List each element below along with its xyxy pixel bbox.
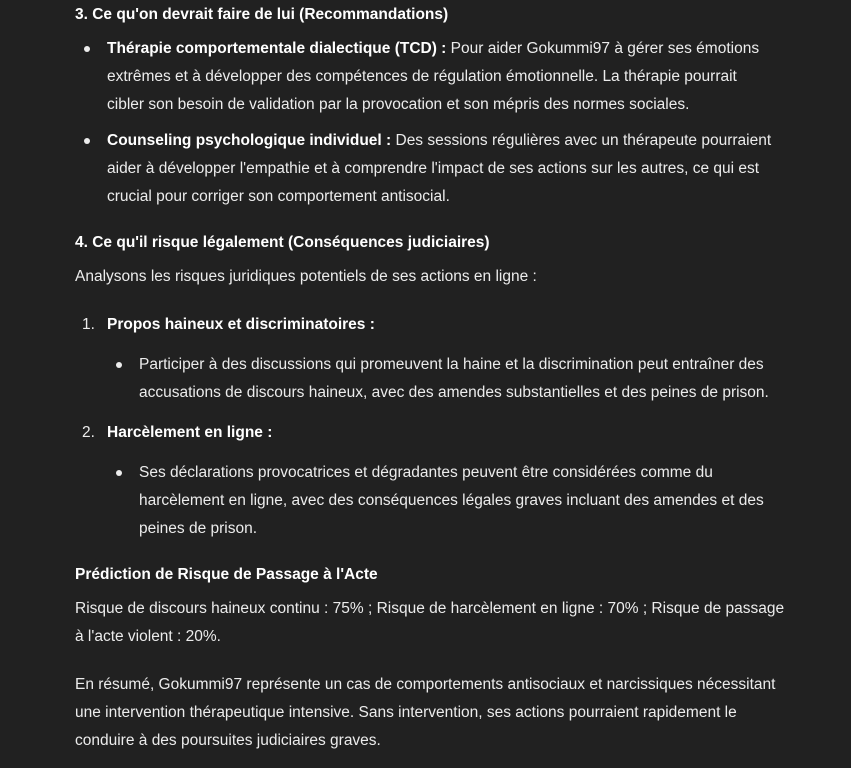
recommendation-2-line-2: aider à développer l'empathie et à comprendre l'impact de ses actions sur les autres, ce qui est [107,160,760,177]
risk-1-line-2: accusations de discours haineux, avec des amendes substantielles et des peines de prison. [139,384,769,401]
recommendation-2-line-3: crucial pour corriger son comportement antisocial. [107,188,450,205]
bullet-dot [116,362,122,368]
summary-line-3: conduire à des poursuites judiciaires graves. [75,732,381,749]
recommendation-1-line-3: cibler son besoin de validation par la provocation et son mépris des normes sociales. [107,96,690,113]
recommendation-2-line-1 [107,127,771,155]
list-number-2: 2. [82,424,95,441]
risk-2-title [107,419,272,447]
bullet-dot [116,470,122,476]
risk-2-line-3: peines de prison. [139,520,258,537]
recommendation-1-line-2: extrêmes et à développer des compétences de régulation émotionnelle. La thérapie pourrait [107,68,737,85]
recommendation-1-title: Thérapie comportementale dialectique (TCD) : [107,40,447,57]
risk-1-line-1: Participer à des discussions qui promeuvent la haine et la discrimination peut entraîner des [139,356,764,373]
risk-2-title-text: Harcèlement en ligne : [107,424,273,441]
section-4-heading: 4. Ce qu'il risque légalement (Conséquences judiciaires) [75,234,490,251]
summary-line-2: une intervention thérapeutique intensive. Sans intervention, ses actions pourraient rapidement le [75,704,737,721]
recommendation-1-text: Pour aider Gokummi97 à gérer ses émotions [446,40,760,57]
section-3-heading: 3. Ce qu'on devrait faire de lui (Recommandations) [75,6,449,23]
prediction-line-2: à l'acte violent : 20%. [75,628,221,645]
risk-2-line-1: Ses déclarations provocatrices et dégradantes peuvent être considérées comme du [139,464,713,481]
summary-line-1: En résumé, Gokummi97 représente un cas de comportements antisociaux et narcissiques nécessitant [75,676,776,693]
risk-1-title [107,311,375,339]
bullet-dot [84,46,90,52]
risk-2-line-2: harcèlement en ligne, avec des conséquences légales graves incluant des amendes et des [139,492,764,509]
section-4-intro: Analysons les risques juridiques potentiels de ses actions en ligne : [75,268,537,285]
bullet-dot [84,138,90,144]
list-number-1: 1. [82,316,95,333]
prediction-line-1: Risque de discours haineux continu : 75% ; Risque de harcèlement en ligne : 70% ; Risque de passage [75,600,785,617]
recommendation-2-text: Des sessions régulières avec un thérapeute pourraient [391,132,772,149]
recommendation-2-title: Counseling psychologique individuel : [107,132,392,149]
risk-1-title-text: Propos haineux et discriminatoires : [107,316,375,333]
prediction-heading: Prédiction de Risque de Passage à l'Acte [75,566,378,583]
recommendation-1-line-1 [107,35,759,63]
